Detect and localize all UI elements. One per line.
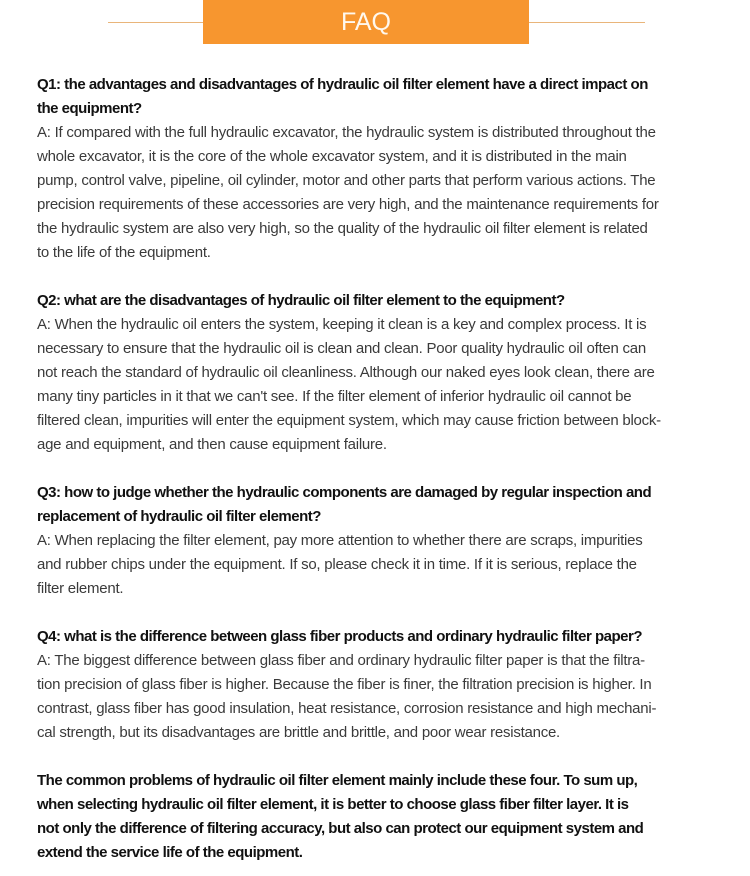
answer-line: A: When the hydraulic oil enters the system, keeping it clean is a key and complex process. It is: [37, 316, 647, 333]
question-line: Q2: what are the disadvantages of hydraulic oil filter element to the equipment?: [37, 292, 565, 309]
answer-line: age and equipment, and then cause equipment failure.: [37, 436, 387, 453]
question-line: the equipment?: [37, 100, 142, 117]
header-divider-right: [529, 22, 645, 23]
answer-line: necessary to ensure that the hydraulic oil is clean and clean. Poor quality hydraulic oil often can: [37, 340, 646, 357]
answer-line: to the life of the equipment.: [37, 244, 211, 261]
answer-line: tion precision of glass fiber is higher. Because the fiber is finer, the filtration precision is higher. In: [37, 676, 652, 693]
header-divider-left: [108, 22, 203, 23]
question-line: Q1: the advantages and disadvantages of hydraulic oil filter element have a direct impact on: [37, 76, 648, 93]
answer-line: whole excavator, it is the core of the whole excavator system, and it is distributed in the main: [37, 148, 627, 165]
faq-item-2: [37, 289, 737, 457]
answer-line: contrast, glass fiber has good insulation, heat resistance, corrosion resistance and high mechani-: [37, 700, 657, 717]
answer-line: not reach the standard of hydraulic oil cleanliness. Although our naked eyes look clean, there are: [37, 364, 655, 381]
faq-item-3: [37, 481, 737, 601]
answer-line: many tiny particles in it that we can't see. If the filter element of inferior hydraulic oil cannot be: [37, 388, 632, 405]
answer-line: precision requirements of these accessories are very high, and the maintenance requirements for: [37, 196, 659, 213]
answer-line: filtered clean, impurities will enter the equipment system, which may cause friction between block-: [37, 412, 661, 429]
question-line: replacement of hydraulic oil filter element?: [37, 508, 321, 525]
answer-line: pump, control valve, pipeline, oil cylinder, motor and other parts that perform various actions. The: [37, 172, 656, 189]
faq-item-1: [37, 73, 737, 265]
answer-line: and rubber chips under the equipment. If so, please check it in time. If it is serious, replace the: [37, 556, 637, 573]
answer-line: A: If compared with the full hydraulic excavator, the hydraulic system is distributed throughout the: [37, 124, 656, 141]
summary-line: when selecting hydraulic oil filter element, it is better to choose glass fiber filter layer. It is: [37, 796, 629, 813]
summary-line: The common problems of hydraulic oil filter element mainly include these four. To sum up,: [37, 772, 638, 789]
summary-line: extend the service life of the equipment.: [37, 844, 303, 861]
summary: [37, 769, 737, 865]
answer-line: A: When replacing the filter element, pay more attention to whether there are scraps, impurities: [37, 532, 643, 549]
faq-banner: FAQ: [203, 0, 529, 44]
answer-line: A: The biggest difference between glass fiber and ordinary hydraulic filter paper is that the filtra-: [37, 652, 645, 669]
summary-line: not only the difference of filtering accuracy, but also can protect our equipment system and: [37, 820, 644, 837]
answer-line: cal strength, but its disadvantages are brittle and brittle, and poor wear resistance.: [37, 724, 560, 741]
answer-line: filter element.: [37, 580, 124, 597]
faq-item-4: [37, 625, 737, 745]
answer-line: the hydraulic system are also very high, so the quality of the hydraulic oil filter element is related: [37, 220, 648, 237]
question-line: Q3: how to judge whether the hydraulic components are damaged by regular inspection and: [37, 484, 652, 501]
question-line: Q4: what is the difference between glass fiber products and ordinary hydraulic filter paper?: [37, 628, 642, 645]
